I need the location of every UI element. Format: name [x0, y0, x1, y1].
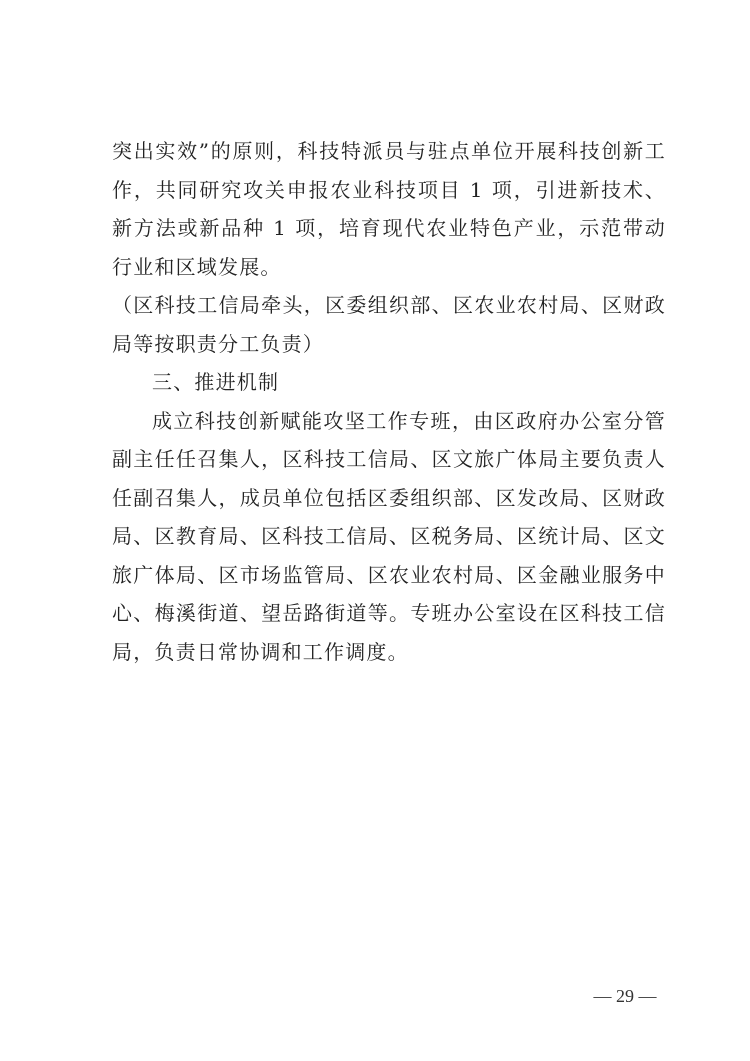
paragraph-working-mechanism: 成立科技创新赋能攻坚工作专班，由区政府办公室分管副主任任召集人，区科技工信局、区文旅广体局主要负责人任副召集人，成员单位包括区委组织部、区发改局、区财政局、区教育局、区科技工信局、区税务局、区统计局、区文旅广体局、区市场监管局、区农业农村局、区金融业服务中心、梅溪街道、望岳路街道等。专班办公室设在区科技工信局，负责日常协调和工作调度。 [112, 408, 666, 664]
page-body [112, 132, 666, 671]
page-number: — 29 — [593, 986, 657, 1006]
paragraph-project-results: 突出实效”的原则，科技特派员与驻点单位开展科技创新工作，共同研究攻关申报农业科技项目 1 项，引进新技术、新方法或新品种 1 项，培育现代农业特色产业，示范带动行业和区域发展。 [112, 139, 666, 279]
section-heading: 三、推进机制 [152, 370, 280, 394]
paragraph-responsibility-note: （区科技工信局牵头，区委组织部、区农业农村局、区财政局等按职责分工负责） [112, 293, 666, 356]
